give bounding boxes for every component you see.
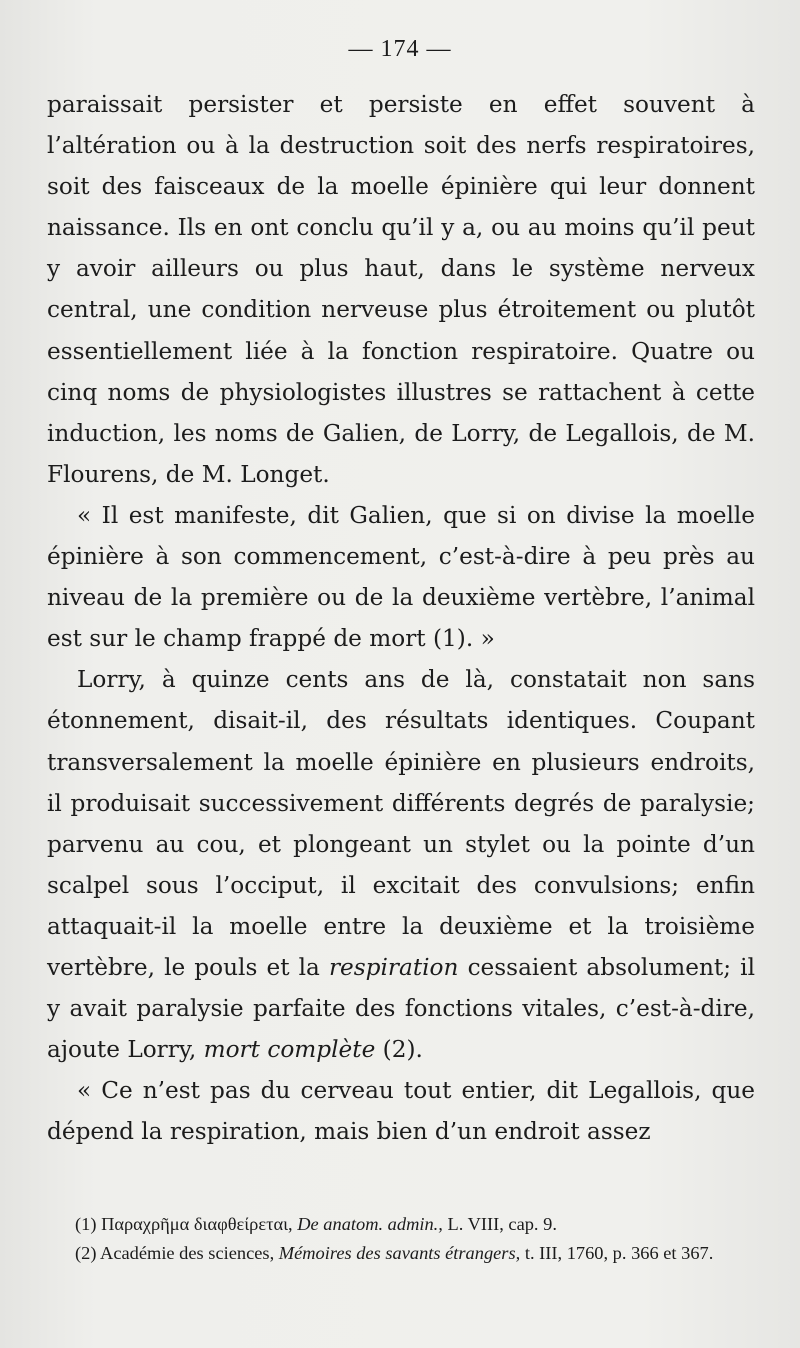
footnote-marker: (2) xyxy=(75,1243,97,1263)
greek-text: Παραχρῆμα διαφθείρεται, xyxy=(101,1214,293,1234)
paragraph: paraissait persister et persiste en effet souvent à l’altération ou à la destruction soit des nerfs respiratoires, soit des faisceaux de la moelle épinière qui leur donnent naissance. Ils en ont conclu qu’il y a, ou au moins qu’il peut y avoir ailleurs ou plus haut, dans le système nerveux central, une condition nerveuse plus étroitement ou plutôt essentiellement liée à la fonction respiratoire. Quatre ou cinq noms de physiologistes illustres se rattachent à cette induction, les noms de Galien, de Lorry, de Legallois, de M. Flourens, de M. Longet. xyxy=(47,91,755,488)
text-run: Académie des sciences, xyxy=(100,1243,275,1263)
paragraph: « Ce n’est pas du cerveau tout entier, dit Legallois, que dépend la respiration, mais bien d’un endroit assez xyxy=(47,1077,755,1146)
italic-text: mort complète xyxy=(203,1036,376,1064)
footnote xyxy=(47,1239,755,1268)
body-text xyxy=(47,84,755,1152)
italic-text: De anatom. admin., xyxy=(297,1214,443,1234)
footnotes xyxy=(47,1210,755,1268)
text-run: cessaient absolument; il y avait paralysie parfaite des fonctions vitales, c’est-à-dire, ajoute Lorry, xyxy=(47,953,755,1064)
italic-text: Mémoires des savants étrangers, xyxy=(278,1243,521,1263)
italic-text: respiration xyxy=(328,953,459,981)
paragraph xyxy=(47,659,755,1070)
footnote xyxy=(47,1210,755,1239)
text-run: Lorry, à quinze cents ans de là, constatait non sans étonnement, disait-il, des résultats identiques. Coupant transversalement la moelle épinière en plusieurs endroits, il produisait successivement différents degrés de paralysie; parvenu au cou, et plongeant un stylet ou la pointe d’un scalpel sous l’occiput, il excitait des convulsions; enfin attaquait-il la moelle entre la deuxième et la troisième vertèbre, le pouls et la xyxy=(47,666,755,981)
page-number: — 174 — xyxy=(348,36,452,62)
footnote-marker: (1) xyxy=(75,1214,97,1234)
text-run: L. VIII, cap. 9. xyxy=(447,1214,557,1234)
paragraph: « Il est manifeste, dit Galien, que si on divise la moelle épinière à son commencement, c’est-à-dire à peu près au niveau de la première ou de la deuxième vertèbre, l’animal est sur le champ frappé de mort (1). » xyxy=(47,501,755,653)
text-run: (2). xyxy=(375,1036,423,1064)
text-run: t. III, 1760, p. 366 et 367. xyxy=(524,1243,714,1263)
